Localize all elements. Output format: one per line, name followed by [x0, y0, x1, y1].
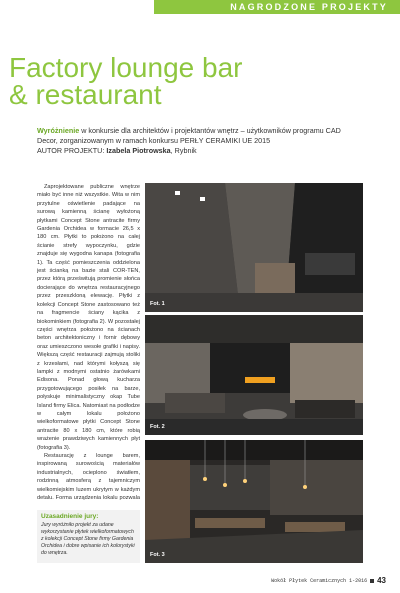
- photo-3-label: Fot. 3: [150, 552, 165, 558]
- jury-justification-box: [37, 510, 140, 563]
- author-city: , Rybnik: [170, 146, 197, 156]
- article-body: [37, 183, 140, 501]
- square-icon: [370, 579, 374, 583]
- photo-1-image: [145, 183, 363, 312]
- award-highlight: Wyróżnienie: [37, 126, 80, 135]
- author-label: AUTOR PROJEKTU:: [37, 146, 107, 156]
- title-line-2: & restaurant: [9, 79, 162, 110]
- photo-3-image: [145, 440, 363, 563]
- page-footer: [271, 576, 386, 585]
- photo-3: [145, 440, 363, 563]
- photo-2-image: [145, 315, 363, 435]
- jury-text: Jury wyróżniło projekt za udane wykorzystanie płytek wielkoformatowych z kolekcji Concept Stone firmy Gardenia Orchidea i dobre wpisanie ich kolorystyki do wnętrza.: [41, 522, 135, 556]
- body-paragraph-2: Restaurację z lounge barem, inspirowaną surowością materiałów industrialnych, ocieplono światłem, rodzinną atmosferą z tajemniczym wielkomiejskim luzem ukrytym w każdym detalu. Forma urządzenia lokalu pozwala: [37, 453, 140, 501]
- article-intro: [37, 126, 357, 157]
- body-paragraph-1: Zaprojektowane publiczne wnętrze miało być inne niż wszystkie. Wita w nim przytulne oświetlenie padające na surową kamienną ścianę wyłożoną płytkami Concept Stone antracite firmy Gardenia Orchidea w formacie 26,5 x 180 cm. Płytki to położono na całej ścianie strefy wypoczynku, gdzie znajduje się wygodna kanapa (fotografia 1). Ta część pomieszczenia oddzielona jest ścianką na bazie stali COR-TEN, przez którą prześwitują promienie słońca docierające do wnętrza restauracyjnego przez przeszkloną elewację. Płytki z kolekcji Concept Stone zastosowano też na fragmencie ściany kącika z biokominkiem (fotografia 2). W pozostałej części wnętrza położono na ścianach beton architektoniczny i fornir dębowy oraz umieszczono wesołe grafiki i napisy. Większą część restauracji zajmują stoliki z krzesłami, nad którymi kołyszą się lampki z modnymi ostatnio żarówkami Edisona. Ponad głową kucharza przygotowującego posiłek na barze, połyskuje minimalistyczny okap Tube Island firmy Elica. Natomiast na podłodze w całym lokalu położono wielkoformatowe płytki Concept Stone antracite 80 x 180 cm, które robią wrażenie prawdziwych kamiennych płyt (fotografia 3).: [37, 184, 140, 451]
- award-text: w konkursie dla architektów i projektantów wnętrz – użytkowników programu CAD Decor, zorganizowanym w ramach konkursu PERŁY CERAMIKI UE 2015: [37, 126, 341, 146]
- section-header-bar: [154, 0, 400, 14]
- photo-1-label: Fot. 1: [150, 301, 165, 307]
- jury-title: Uzasadnienie jury:: [41, 513, 99, 520]
- title-line-1: Factory lounge bar: [9, 52, 243, 83]
- magazine-name: Wokół Płytek Ceramicznych 1-2016: [271, 577, 368, 584]
- photo-2-label: Fot. 2: [150, 424, 165, 430]
- page-number: 43: [377, 576, 386, 585]
- section-label: NAGRODZONE PROJEKTY: [230, 2, 388, 12]
- author-name: Izabela Piotrowska: [106, 146, 171, 156]
- photo-2: [145, 315, 363, 435]
- photo-1: [145, 183, 363, 312]
- article-title: [9, 54, 329, 108]
